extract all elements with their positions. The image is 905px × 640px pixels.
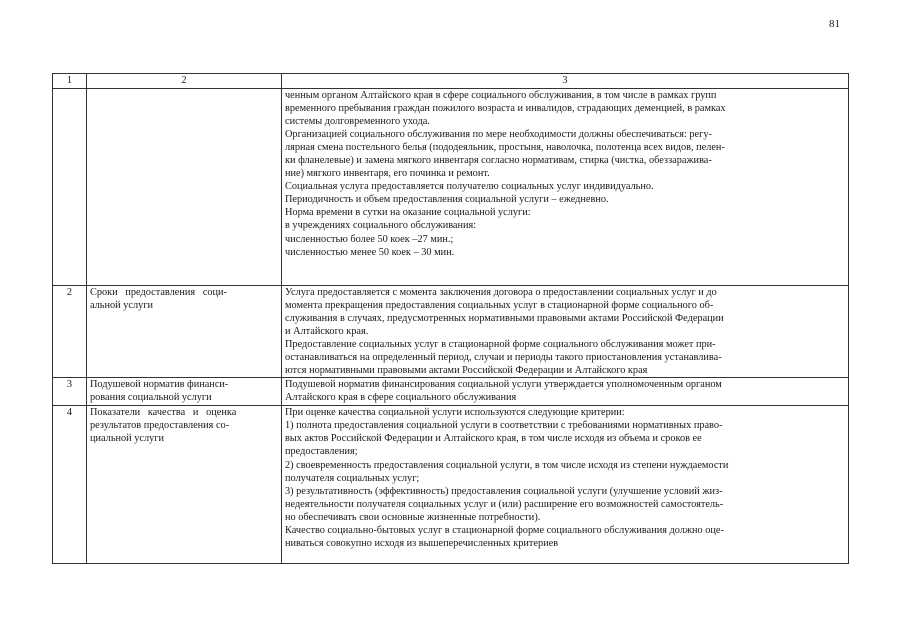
table-row <box>53 286 849 378</box>
row-name <box>87 378 282 406</box>
row-description <box>282 406 849 564</box>
text-line: альной услуги <box>90 300 153 312</box>
row-name <box>87 406 282 564</box>
row-name <box>87 286 282 378</box>
text-line: предоставления; <box>285 446 358 458</box>
text-line: момента прекращения предоставления социальных услуг в стационарной форме социального об- <box>285 300 714 312</box>
text-line: лярная смена постельного белья (пододеяльник, простыня, наволочка, полотенца всех видов, пелен- <box>285 142 725 154</box>
text-line: системы долговременного ухода. <box>285 116 430 128</box>
text-line: Показатели качества и оценка <box>90 407 237 419</box>
text-line: служивания в случаях, предусмотренных нормативными правовыми актами Российской Федерации <box>285 313 724 325</box>
text-line: Качество социально-бытовых услуг в стационарной форме социального обслуживания должно оце- <box>285 524 724 536</box>
row-description <box>282 286 849 378</box>
text-line: недеятельности получателя социальных услуг и (или) расширение его возможностей самостоятель- <box>285 498 724 510</box>
table-row <box>53 406 849 564</box>
text-line: При оценке качества социальной услуги используются следующие критерии: <box>285 407 625 419</box>
row-number: 3 <box>53 378 87 406</box>
text-line: рования социальной услуги <box>90 392 212 404</box>
table-row <box>53 89 849 286</box>
table-row <box>53 378 849 406</box>
text-line: ниваться совокупно исходя из вышеперечисленных критериев <box>285 537 559 549</box>
row-name <box>87 89 282 286</box>
text-line: ются нормативными правовыми актами Российской Федерации и Алтайского края <box>285 365 648 377</box>
text-line: временного пребывания граждан пожилого возраста и инвалидов, страдающих деменцией, в рамках <box>285 103 726 115</box>
header-col-1: 1 <box>53 74 87 89</box>
header-col-2: 2 <box>87 74 282 89</box>
text-line: и Алтайского края. <box>285 326 369 338</box>
row-number: 2 <box>53 286 87 378</box>
text-line: Предоставление социальных услуг в стационарной форме социального обслуживания может при- <box>285 339 716 351</box>
row-number: 4 <box>53 406 87 564</box>
text-line: 2) своевременность предоставления социальной услуги, в том числе исходя из степени нуждаемости <box>285 459 729 471</box>
text-line: в учреждениях социального обслуживания: <box>285 220 477 232</box>
text-line: численностью менее 50 коек – 30 мин. <box>285 246 455 258</box>
text-line: вых актов Российской Федерации и Алтайского края, в том числе исходя из объема и сроков ее <box>285 433 702 445</box>
text-line: получателя социальных услуг; <box>285 472 420 484</box>
text-line: Подушевой норматив финанси- <box>90 379 229 391</box>
text-line: останавливаться на определенный период, случаи и периоды такого приостановления устанавлива- <box>285 352 722 364</box>
text-line: 1) полнота предоставления социальной услуги в соответствии с требованиями нормативных право- <box>285 420 723 432</box>
text-line: Услуга предоставляется с момента заключения договора о предоставлении социальных услуг и до <box>285 287 717 298</box>
text-line: циальной услуги <box>90 433 164 445</box>
text-line: но обеспечивать свои основные жизненные потребности). <box>285 511 541 523</box>
page-number: 81 <box>829 18 840 30</box>
text-line: Алтайского края в сфере социального обслуживания <box>285 392 517 404</box>
text-line: Подушевой норматив финансирования социальной услуги утверждается уполномоченным органом <box>285 379 722 391</box>
text-line: Сроки предоставления соци- <box>90 287 227 298</box>
text-line: 3) результативность (эффективность) предоставления социальной услуги (улучшение условий жиз- <box>285 485 723 497</box>
text-line: Организацией социального обслуживания по мере необходимости должны обеспечиваться: регу- <box>285 129 712 141</box>
text-line: ки фланелевые) и замена мягкого инвентаря согласно нормативам, стирка (чистка, обеззаражива- <box>285 155 712 167</box>
text-line: ние) мягкого инвентаря, его починка и ремонт. <box>285 168 490 180</box>
text-line: результатов предоставления со- <box>90 420 230 432</box>
text-line: Норма времени в сутки на оказание социальной услуги: <box>285 207 531 219</box>
text-line: Периодичность и объем предоставления социальной услуги – ежедневно. <box>285 194 609 206</box>
table-header-row <box>53 74 849 89</box>
row-description <box>282 378 849 406</box>
text-line: Социальная услуга предоставляется получателю социальных услуг индивидуально. <box>285 181 654 193</box>
header-col-3: 3 <box>282 74 849 89</box>
text-line: численностью более 50 коек –27 мин.; <box>285 233 454 245</box>
text-line: ченным органом Алтайского края в сфере социального обслуживания, в том числе в рамках групп <box>285 90 717 101</box>
services-table <box>52 73 849 564</box>
row-description <box>282 89 849 286</box>
row-number <box>53 89 87 286</box>
